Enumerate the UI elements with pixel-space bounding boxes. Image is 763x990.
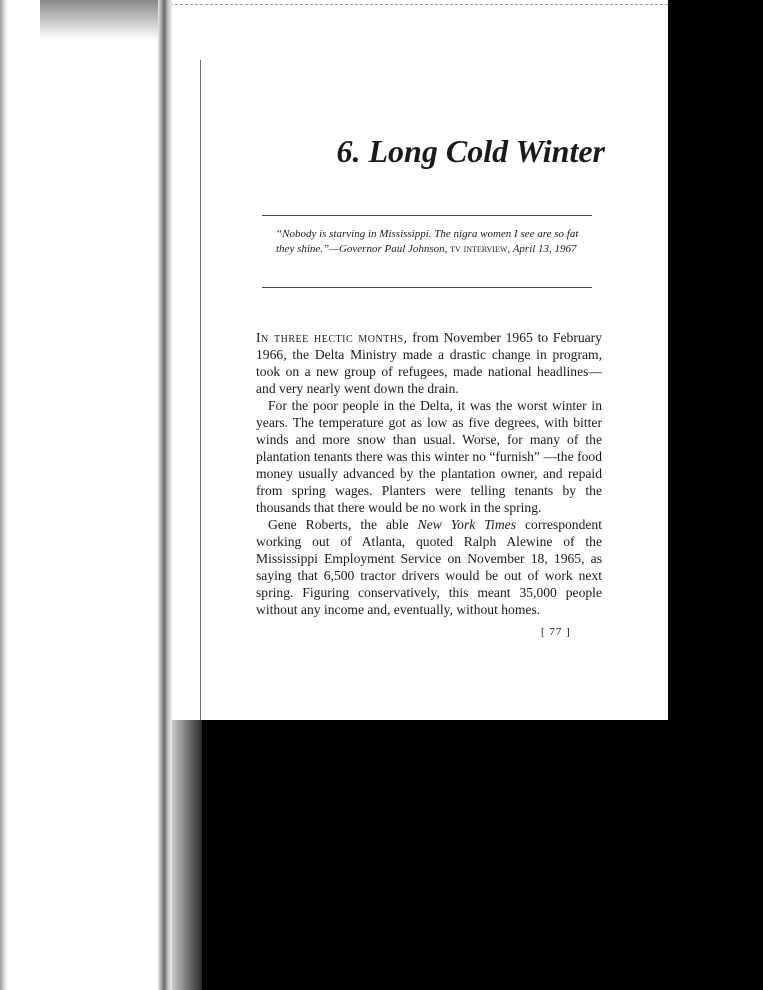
paragraph-1-text: from November 1965 to February 1966, the Delta Ministry made a drastic change in program, took on a new group of refugees, made national headlines—and very nearly went down the drain. [256,330,602,396]
epigraph [276,227,596,257]
epigraph-rule-bottom [262,287,592,288]
paragraph-lead-in: In three hectic months, [256,330,408,345]
epigraph-date: April 13, 1967 [512,243,577,255]
epigraph-source: tv interview, [450,243,511,255]
scan-bottom-edge [172,720,202,990]
epigraph-speaker: Governor Paul Johnson, [338,243,448,255]
paragraph-2: For the poor people in the Delta, it was the worst winter in years. The temperature got as low as five degrees, with bitter winds and more snow than usual. Worse, for many of the plantation tenants there was this winter no “furnish” —the food money usually advanced by the plantation owner, and repaid from spring wages. Planters were telling tenants by the thousands that there would be no work in the spring. [256,398,602,515]
paragraph-3 [256,516,602,618]
paragraph-1 [256,329,602,397]
epigraph-rule-top [262,215,592,216]
scan-black-area-bottom [172,720,763,990]
book-binding-strip [158,0,172,990]
newspaper-title: New York Times [417,517,516,532]
epigraph-dash: — [329,243,339,255]
page-gutter-line [200,60,201,720]
paragraph-3-text-start: Gene Roberts, the able [268,517,418,532]
body-text [256,329,602,618]
epigraph-quote: “Nobody is starving in Mississippi. The nigra women I see are so fat they shine.” [276,228,579,255]
scan-shadow-top [40,0,170,40]
page-number: [ 77 ] [541,626,571,638]
chapter-title: 6. Long Cold Winter [336,133,605,170]
scan-left-edge [0,0,8,990]
paragraph-3-text-end: correspondent working out of Atlanta, quoted Ralph Alewine of the Mississippi Employment Service on November 18, 1965, as saying that 6,500 tractor drivers would be out of work next spring. Figuring conservatively, this meant 35,000 people without any income and, eventually, without homes. [256,517,602,617]
